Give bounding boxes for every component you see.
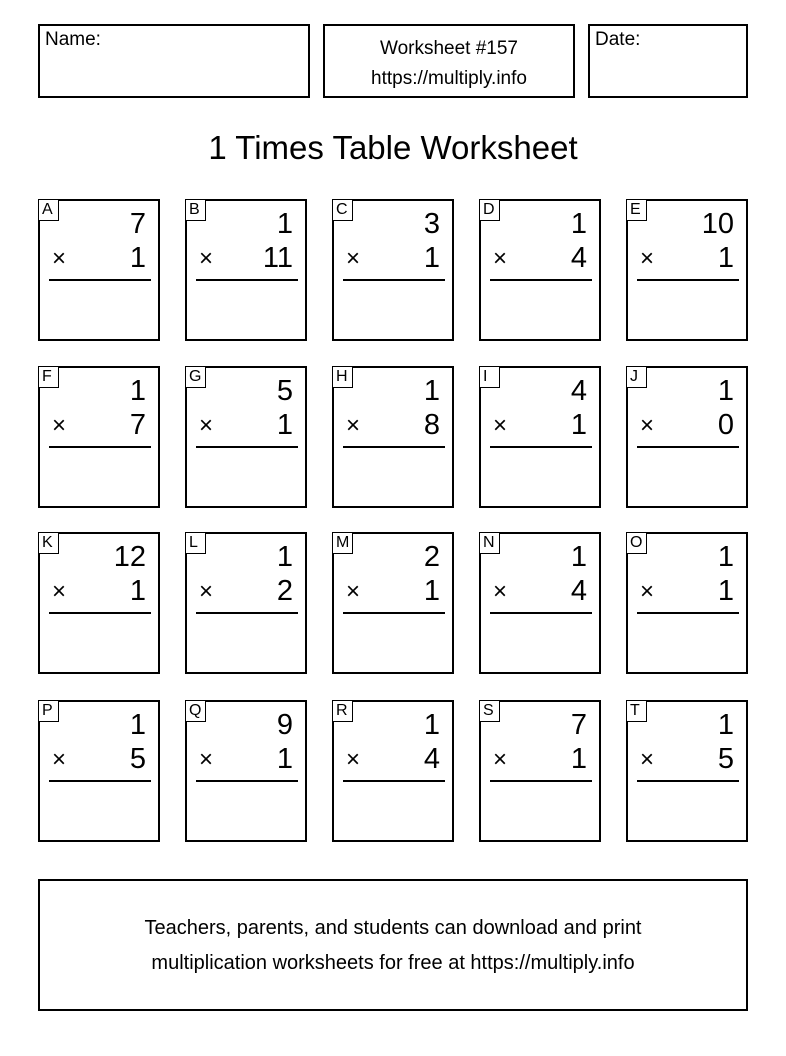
times-icon: × xyxy=(493,746,508,773)
times-icon: × xyxy=(346,412,361,439)
multiplier: 0 xyxy=(717,409,734,441)
footer-line-2: multiplication worksheets for free at https://multiply.info xyxy=(151,952,635,974)
problem-card xyxy=(626,199,748,341)
multiplicand: 1 xyxy=(570,208,587,240)
multiplier: 4 xyxy=(423,743,440,775)
multiplier: 4 xyxy=(570,575,587,607)
multiplicand: 5 xyxy=(276,375,293,407)
multiplier: 1 xyxy=(717,242,734,274)
times-icon: × xyxy=(493,578,508,605)
problem-card xyxy=(185,700,307,842)
multiplicand: 1 xyxy=(717,541,734,573)
multiplicand: 9 xyxy=(276,709,293,741)
problem-letter: F xyxy=(38,366,59,388)
answer-line xyxy=(637,780,739,782)
footer-box xyxy=(38,879,748,1011)
problem-letter: I xyxy=(479,366,500,388)
multiplicand: 1 xyxy=(717,375,734,407)
answer-line xyxy=(49,612,151,614)
problem-card xyxy=(332,700,454,842)
answer-line xyxy=(490,612,592,614)
times-icon: × xyxy=(199,245,214,272)
problem-card xyxy=(479,199,601,341)
multiplier: 1 xyxy=(129,575,146,607)
times-icon: × xyxy=(199,578,214,605)
multiplicand: 1 xyxy=(276,208,293,240)
multiplicand: 12 xyxy=(113,541,146,573)
times-icon: × xyxy=(52,245,67,272)
problem-card xyxy=(332,366,454,508)
times-icon: × xyxy=(52,578,67,605)
multiplier: 1 xyxy=(423,242,440,274)
times-icon: × xyxy=(640,245,655,272)
answer-line xyxy=(637,279,739,281)
answer-line xyxy=(637,612,739,614)
times-icon: × xyxy=(640,578,655,605)
page-title: 1 Times Table Worksheet xyxy=(208,129,578,166)
problem-card xyxy=(332,532,454,674)
problem-card xyxy=(626,366,748,508)
answer-line xyxy=(49,279,151,281)
problem-letter: O xyxy=(626,532,647,554)
problem-letter: R xyxy=(332,700,353,722)
multiplier: 1 xyxy=(570,743,587,775)
problem-letter: G xyxy=(185,366,206,388)
answer-line xyxy=(49,446,151,448)
answer-line xyxy=(343,780,445,782)
times-icon: × xyxy=(199,746,214,773)
name-label: Name: xyxy=(45,29,101,50)
times-icon: × xyxy=(493,412,508,439)
worksheet-url: https://multiply.info xyxy=(371,68,527,89)
problem-letter: A xyxy=(38,199,59,221)
multiplicand: 1 xyxy=(423,375,440,407)
problem-card xyxy=(626,700,748,842)
answer-line xyxy=(343,279,445,281)
multiplier: 1 xyxy=(276,409,293,441)
multiplicand: 1 xyxy=(276,541,293,573)
multiplier: 7 xyxy=(129,409,146,441)
problem-letter: D xyxy=(479,199,500,221)
multiplicand: 3 xyxy=(423,208,440,240)
multiplier: 5 xyxy=(129,743,146,775)
answer-line xyxy=(637,446,739,448)
problem-letter: M xyxy=(332,532,353,554)
problem-letter: P xyxy=(38,700,59,722)
times-icon: × xyxy=(52,746,67,773)
answer-line xyxy=(343,446,445,448)
answer-line xyxy=(490,446,592,448)
problem-card xyxy=(626,532,748,674)
multiplier: 4 xyxy=(570,242,587,274)
multiplicand: 7 xyxy=(129,208,146,240)
multiplier: 8 xyxy=(423,409,440,441)
multiplier: 5 xyxy=(717,743,734,775)
problem-card xyxy=(479,532,601,674)
problem-card xyxy=(38,199,160,341)
times-icon: × xyxy=(640,746,655,773)
answer-line xyxy=(490,780,592,782)
problem-card xyxy=(38,366,160,508)
multiplier: 1 xyxy=(570,409,587,441)
problem-card xyxy=(332,199,454,341)
problem-card xyxy=(185,366,307,508)
times-icon: × xyxy=(346,245,361,272)
multiplier: 1 xyxy=(717,575,734,607)
problem-card xyxy=(185,199,307,341)
multiplicand: 2 xyxy=(423,541,440,573)
multiplier: 11 xyxy=(262,242,293,274)
problem-letter: E xyxy=(626,199,647,221)
times-icon: × xyxy=(199,412,214,439)
multiplier: 1 xyxy=(423,575,440,607)
answer-line xyxy=(196,780,298,782)
problem-letter: K xyxy=(38,532,59,554)
multiplier: 2 xyxy=(276,575,293,607)
multiplicand: 1 xyxy=(717,709,734,741)
answer-line xyxy=(343,612,445,614)
times-icon: × xyxy=(52,412,67,439)
date-label: Date: xyxy=(595,29,641,50)
problem-card xyxy=(185,532,307,674)
answer-line xyxy=(196,279,298,281)
problem-letter: S xyxy=(479,700,500,722)
times-icon: × xyxy=(346,578,361,605)
problem-letter: B xyxy=(185,199,206,221)
problem-letter: T xyxy=(626,700,647,722)
problem-card xyxy=(38,532,160,674)
problem-card xyxy=(479,366,601,508)
problem-letter: N xyxy=(479,532,500,554)
problem-card xyxy=(38,700,160,842)
times-icon: × xyxy=(493,245,508,272)
multiplicand: 4 xyxy=(570,375,587,407)
multiplicand: 10 xyxy=(701,208,734,240)
footer-line-1: Teachers, parents, and students can download and print xyxy=(144,917,642,939)
multiplicand: 1 xyxy=(129,709,146,741)
times-icon: × xyxy=(640,412,655,439)
problem-letter: H xyxy=(332,366,353,388)
problem-letter: L xyxy=(185,532,206,554)
multiplicand: 1 xyxy=(129,375,146,407)
answer-line xyxy=(196,446,298,448)
problem-letter: C xyxy=(332,199,353,221)
multiplicand: 1 xyxy=(570,541,587,573)
multiplier: 1 xyxy=(276,743,293,775)
multiplicand: 1 xyxy=(423,709,440,741)
problem-letter: J xyxy=(626,366,647,388)
multiplicand: 7 xyxy=(570,709,587,741)
times-icon: × xyxy=(346,746,361,773)
worksheet-number: Worksheet #157 xyxy=(379,38,518,59)
answer-line xyxy=(490,279,592,281)
multiplier: 1 xyxy=(129,242,146,274)
answer-line xyxy=(196,612,298,614)
answer-line xyxy=(49,780,151,782)
problem-card xyxy=(479,700,601,842)
problem-letter: Q xyxy=(185,700,206,722)
